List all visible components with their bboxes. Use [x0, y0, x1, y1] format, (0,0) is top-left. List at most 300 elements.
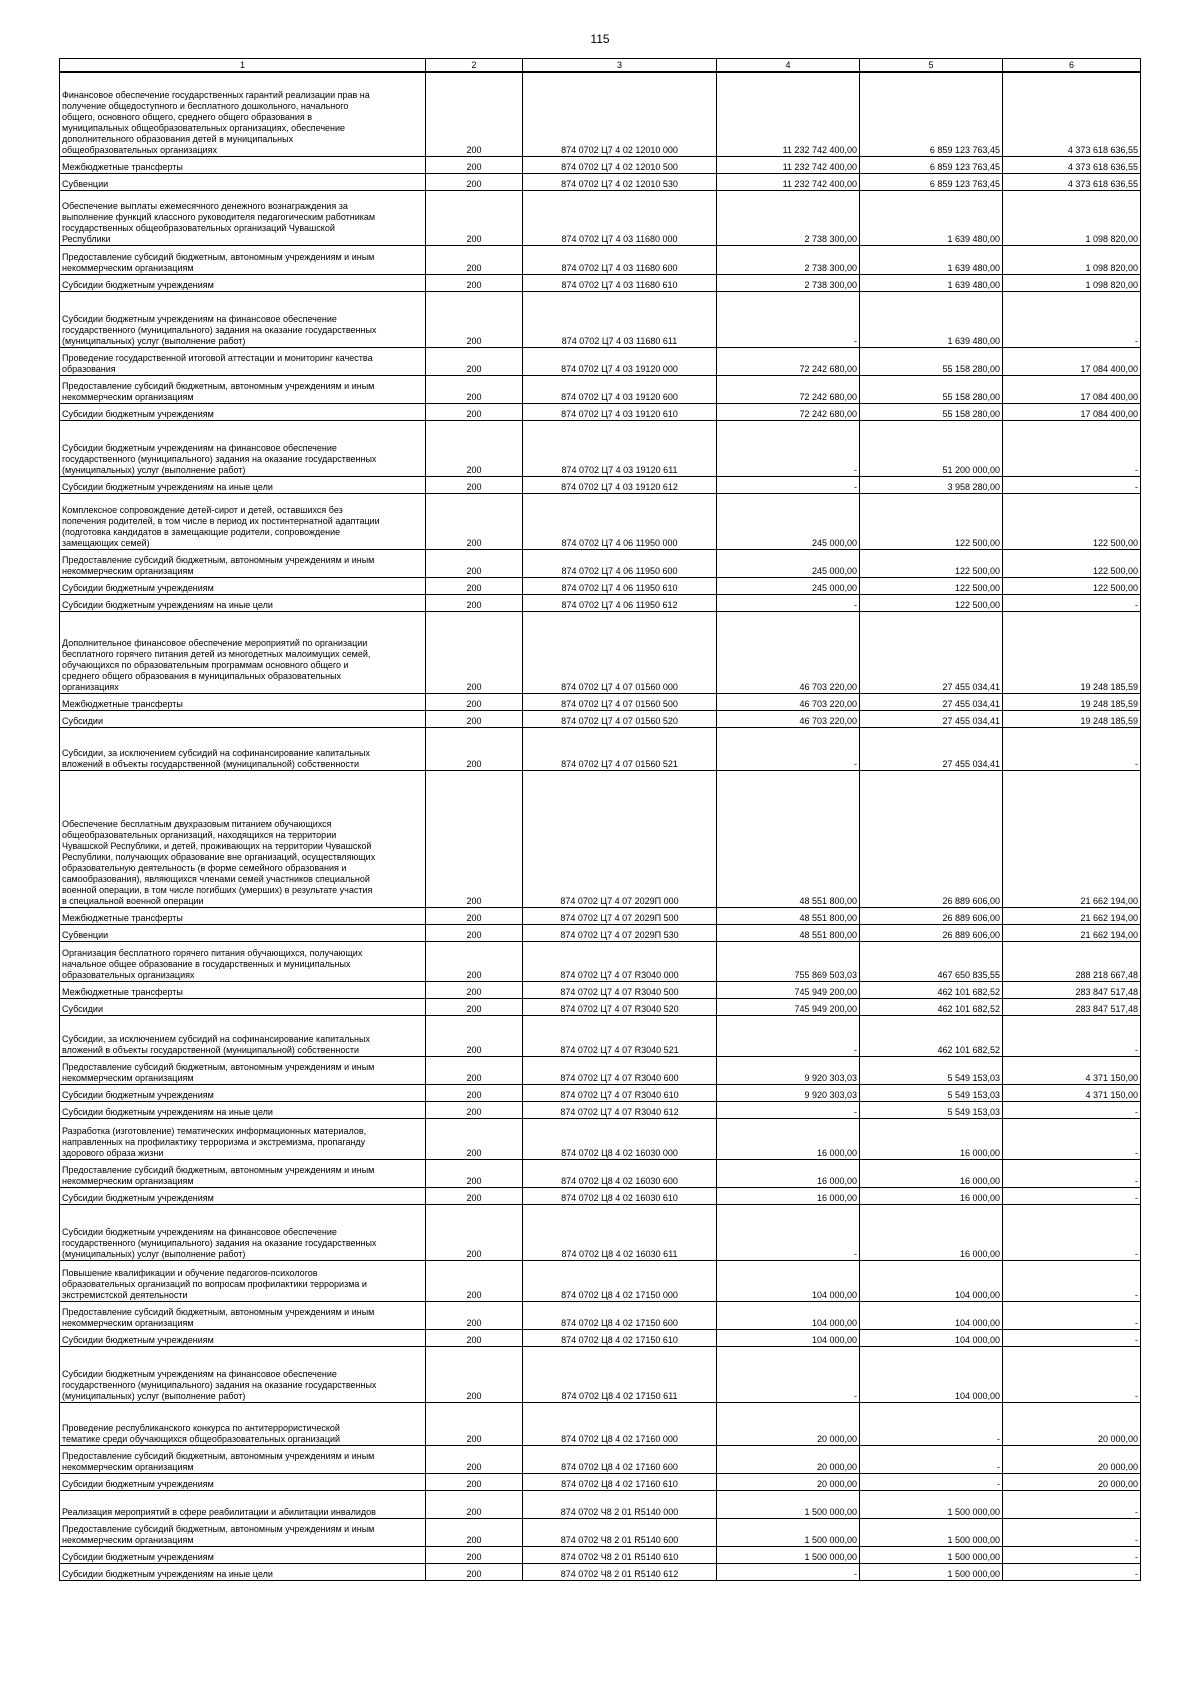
- row-amount-remaining-cell: -: [1003, 1101, 1141, 1118]
- row-name-cell: [60, 1329, 426, 1346]
- row-amount-approved-cell: -: [717, 291, 860, 347]
- column-header: 3: [523, 59, 717, 73]
- row-amount-executed-cell: 26 889 606,00: [860, 924, 1003, 941]
- row-name-cell: [60, 549, 426, 577]
- table-row: [60, 1159, 1141, 1187]
- row-amount-approved-cell: 48 551 800,00: [717, 770, 860, 907]
- row-amount-executed-cell: 122 500,00: [860, 549, 1003, 577]
- row-amount-approved-cell: -: [717, 727, 860, 770]
- row-classification-cell: 874 0702 Ц7 4 03 19120 610: [523, 403, 717, 420]
- row-name-text: Предоставление субсидий бюджетным, автономным учреждениям и иным некоммерческим организациям: [62, 1164, 375, 1186]
- table-row: [60, 1084, 1141, 1101]
- row-name-text: Субсидии бюджетным учреждениям на иные цели: [62, 1568, 273, 1579]
- row-amount-remaining-cell: 4 373 618 636,55: [1003, 156, 1141, 173]
- row-amount-approved-cell: 48 551 800,00: [717, 907, 860, 924]
- row-name-text: Предоставление субсидий бюджетным, автономным учреждениям и иным некоммерческим организациям: [62, 251, 375, 273]
- row-amount-approved-cell: 1 500 000,00: [717, 1546, 860, 1563]
- row-name-cell: [60, 291, 426, 347]
- row-amount-approved-cell: 2 738 300,00: [717, 274, 860, 291]
- row-name-text: Проведение государственной итоговой аттестации и мониторинг качества образования: [62, 352, 373, 374]
- row-amount-approved-cell: 11 232 742 400,00: [717, 156, 860, 173]
- row-amount-approved-cell: 745 949 200,00: [717, 981, 860, 998]
- row-amount-remaining-cell: 1 098 820,00: [1003, 245, 1141, 274]
- row-amount-approved-cell: -: [717, 1204, 860, 1260]
- row-amount-remaining-cell: 4 371 150,00: [1003, 1084, 1141, 1101]
- row-classification-cell: 874 0702 Ц7 4 07 R3040 600: [523, 1056, 717, 1084]
- table-row: [60, 1056, 1141, 1084]
- row-code-cell: 200: [426, 1204, 523, 1260]
- row-name-text: Организация бесплатного горячего питания обучающихся, получающих начальное общее образование в государственных и муниципальных образовательных организациях: [62, 947, 363, 980]
- table-row: [60, 1402, 1141, 1445]
- table-row: [60, 274, 1141, 291]
- row-amount-approved-cell: 11 232 742 400,00: [717, 72, 860, 156]
- row-name-text: Межбюджетные трансферты: [62, 698, 183, 709]
- row-name-cell: [60, 1490, 426, 1518]
- row-name-cell: [60, 403, 426, 420]
- row-classification-cell: 874 0702 Ц7 4 07 01560 500: [523, 693, 717, 710]
- row-classification-cell: 874 0702 Ц8 4 02 17160 600: [523, 1445, 717, 1473]
- row-amount-approved-cell: 11 232 742 400,00: [717, 173, 860, 190]
- row-name-text: Субсидии бюджетным учреждениям: [62, 1478, 214, 1489]
- row-name-text: Субвенции: [62, 929, 109, 940]
- row-name-cell: [60, 1473, 426, 1490]
- row-code-cell: 200: [426, 1518, 523, 1546]
- row-code-cell: 200: [426, 727, 523, 770]
- row-amount-remaining-cell: 122 500,00: [1003, 577, 1141, 594]
- row-classification-cell: 874 0702 Ц8 4 02 16030 600: [523, 1159, 717, 1187]
- row-amount-executed-cell: 1 639 480,00: [860, 245, 1003, 274]
- table-row: [60, 727, 1141, 770]
- column-header: 1: [60, 59, 426, 73]
- row-name-cell: [60, 156, 426, 173]
- row-name-cell: [60, 1518, 426, 1546]
- table-row: [60, 493, 1141, 549]
- row-amount-approved-cell: 245 000,00: [717, 493, 860, 549]
- row-classification-cell: 874 0702 Ц7 4 07 2029П 000: [523, 770, 717, 907]
- row-classification-cell: 874 0702 Ц8 4 02 16030 610: [523, 1187, 717, 1204]
- row-amount-executed-cell: 1 500 000,00: [860, 1546, 1003, 1563]
- row-name-cell: [60, 1301, 426, 1329]
- row-name-cell: [60, 375, 426, 403]
- row-classification-cell: 874 0702 Ц7 4 06 11950 000: [523, 493, 717, 549]
- row-amount-remaining-cell: -: [1003, 1204, 1141, 1260]
- row-amount-executed-cell: 122 500,00: [860, 577, 1003, 594]
- table-row: [60, 1187, 1141, 1204]
- row-amount-approved-cell: 745 949 200,00: [717, 998, 860, 1015]
- row-amount-remaining-cell: -: [1003, 1015, 1141, 1056]
- row-amount-approved-cell: -: [717, 1346, 860, 1402]
- row-code-cell: 200: [426, 493, 523, 549]
- row-name-cell: [60, 1118, 426, 1159]
- row-amount-remaining-cell: 122 500,00: [1003, 549, 1141, 577]
- row-name-text: Субсидии бюджетным учреждениям: [62, 1334, 214, 1345]
- row-amount-executed-cell: 26 889 606,00: [860, 907, 1003, 924]
- row-code-cell: 200: [426, 1402, 523, 1445]
- row-name-cell: [60, 72, 426, 156]
- table-row: [60, 941, 1141, 981]
- row-amount-approved-cell: 16 000,00: [717, 1187, 860, 1204]
- row-code-cell: 200: [426, 1084, 523, 1101]
- row-name-cell: [60, 274, 426, 291]
- row-name-text: Реализация мероприятий в сфере реабилитации и абилитации инвалидов: [62, 1506, 376, 1517]
- table-row: [60, 981, 1141, 998]
- row-amount-executed-cell: 16 000,00: [860, 1118, 1003, 1159]
- row-name-text: Субсидии бюджетным учреждениям: [62, 1192, 214, 1203]
- row-amount-approved-cell: 9 920 303,03: [717, 1084, 860, 1101]
- row-amount-approved-cell: -: [717, 1015, 860, 1056]
- row-name-text: Комплексное сопровождение детей-сирот и детей, оставшихся без попечения родителей, в том числе в период их постинтернатной адаптации (подготовка кандидатов в замещающие родители, сопровождение замещающих семей): [62, 504, 380, 548]
- row-code-cell: 200: [426, 924, 523, 941]
- row-classification-cell: 874 0702 Ц7 4 03 11680 600: [523, 245, 717, 274]
- row-name-cell: [60, 577, 426, 594]
- row-code-cell: 200: [426, 1546, 523, 1563]
- row-amount-executed-cell: 6 859 123 763,45: [860, 72, 1003, 156]
- row-code-cell: 200: [426, 245, 523, 274]
- row-amount-approved-cell: 72 242 680,00: [717, 347, 860, 375]
- row-amount-approved-cell: 16 000,00: [717, 1159, 860, 1187]
- row-name-cell: [60, 693, 426, 710]
- row-classification-cell: 874 0702 Ц7 4 02 12010 530: [523, 173, 717, 190]
- row-code-cell: 200: [426, 594, 523, 611]
- row-name-cell: [60, 611, 426, 693]
- row-classification-cell: 874 0702 Ц7 4 07 2029П 530: [523, 924, 717, 941]
- table-row: [60, 1346, 1141, 1402]
- row-amount-approved-cell: -: [717, 1563, 860, 1580]
- table-row: [60, 1490, 1141, 1518]
- row-amount-approved-cell: 20 000,00: [717, 1402, 860, 1445]
- row-amount-approved-cell: 72 242 680,00: [717, 403, 860, 420]
- row-code-cell: 200: [426, 693, 523, 710]
- row-amount-remaining-cell: -: [1003, 1346, 1141, 1402]
- row-classification-cell: 874 0702 Ц7 4 07 R3040 000: [523, 941, 717, 981]
- row-code-cell: 200: [426, 1490, 523, 1518]
- table-row: [60, 1260, 1141, 1301]
- row-code-cell: 200: [426, 72, 523, 156]
- row-name-cell: [60, 1260, 426, 1301]
- row-amount-approved-cell: 20 000,00: [717, 1445, 860, 1473]
- row-name-text: Обеспечение выплаты ежемесячного денежного вознаграждения за выполнение функций классного руководителя педагогическим работникам государственных общеобразовательных организаций Чувашской Республики: [62, 200, 376, 244]
- row-name-cell: [60, 1546, 426, 1563]
- row-amount-executed-cell: 55 158 280,00: [860, 375, 1003, 403]
- row-amount-executed-cell: 5 549 153,03: [860, 1056, 1003, 1084]
- row-name-cell: [60, 1015, 426, 1056]
- row-code-cell: 200: [426, 403, 523, 420]
- row-name-cell: [60, 1563, 426, 1580]
- row-name-text: Субсидии бюджетным учреждениям на иные цели: [62, 481, 273, 492]
- row-name-text: Субсидии бюджетным учреждениям на финансовое обеспечение государственного (муниципального) задания на оказание государственных (муниципальных) услуг (выполнение работ): [62, 1226, 377, 1259]
- row-code-cell: 200: [426, 156, 523, 173]
- table-row: [60, 1101, 1141, 1118]
- row-name-cell: [60, 1346, 426, 1402]
- row-classification-cell: 874 0702 Ч8 2 01 R5140 612: [523, 1563, 717, 1580]
- row-name-text: Повышение квалификации и обучение педагогов-психологов образовательных организаций по вопросам профилактики терроризма и экстремистской деятельности: [62, 1267, 367, 1300]
- row-amount-approved-cell: 46 703 220,00: [717, 710, 860, 727]
- row-name-text: Субсидии, за исключением субсидий на софинансирование капитальных вложений в объекты государственной (муниципальной) собственности: [62, 1033, 370, 1055]
- row-name-cell: [60, 727, 426, 770]
- table-row: [60, 173, 1141, 190]
- row-classification-cell: 874 0702 Ц8 4 02 17150 610: [523, 1329, 717, 1346]
- row-code-cell: 200: [426, 998, 523, 1015]
- row-amount-executed-cell: 6 859 123 763,45: [860, 156, 1003, 173]
- row-name-cell: [60, 1056, 426, 1084]
- row-name-text: Субвенции: [62, 178, 109, 189]
- row-amount-executed-cell: 5 549 153,03: [860, 1101, 1003, 1118]
- row-amount-remaining-cell: -: [1003, 1260, 1141, 1301]
- row-code-cell: 200: [426, 347, 523, 375]
- row-amount-approved-cell: 245 000,00: [717, 549, 860, 577]
- table-row: [60, 1301, 1141, 1329]
- row-name-text: Субсидии, за исключением субсидий на софинансирование капитальных вложений в объекты государственной (муниципальной) собственности: [62, 747, 370, 769]
- row-code-cell: 200: [426, 907, 523, 924]
- row-classification-cell: 874 0702 Ц7 4 06 11950 610: [523, 577, 717, 594]
- row-amount-remaining-cell: 283 847 517,48: [1003, 981, 1141, 998]
- row-classification-cell: 874 0702 Ц7 4 06 11950 600: [523, 549, 717, 577]
- row-name-text: Обеспечение бесплатным двухразовым питанием обучающихся общеобразовательных организаций, находящихся на территории Чувашской Республики, и детей, проживающих на территории Чувашской Республики, получающих образование вне организаций, осуществляющих образовательную деятельность (в форме семейного образования и самообразования), являющихся членами семей участников специальной военной операции, в том числе погибших (умерших) в результате участия в специальной военной операции: [62, 818, 376, 906]
- table-row: [60, 907, 1141, 924]
- row-code-cell: 200: [426, 1445, 523, 1473]
- table-row: [60, 1329, 1141, 1346]
- row-classification-cell: 874 0702 Ц7 4 02 12010 500: [523, 156, 717, 173]
- row-amount-remaining-cell: -: [1003, 1329, 1141, 1346]
- row-name-text: Субсидии бюджетным учреждениям: [62, 408, 214, 419]
- row-amount-remaining-cell: -: [1003, 1187, 1141, 1204]
- row-classification-cell: 874 0702 Ц7 4 03 19120 000: [523, 347, 717, 375]
- row-amount-remaining-cell: -: [1003, 727, 1141, 770]
- row-name-text: Межбюджетные трансферты: [62, 161, 183, 172]
- row-amount-approved-cell: 2 738 300,00: [717, 190, 860, 245]
- table-row: [60, 190, 1141, 245]
- row-classification-cell: 874 0702 Ц7 4 07 2029П 500: [523, 907, 717, 924]
- row-classification-cell: 874 0702 Ц7 4 07 R3040 520: [523, 998, 717, 1015]
- row-amount-executed-cell: 27 455 034,41: [860, 710, 1003, 727]
- row-amount-executed-cell: 104 000,00: [860, 1346, 1003, 1402]
- row-amount-remaining-cell: 17 084 400,00: [1003, 375, 1141, 403]
- table-row: [60, 770, 1141, 907]
- row-name-text: Предоставление субсидий бюджетным, автономным учреждениям и иным некоммерческим организациям: [62, 1450, 375, 1472]
- row-classification-cell: 874 0702 Ц8 4 02 17150 000: [523, 1260, 717, 1301]
- row-amount-approved-cell: 104 000,00: [717, 1260, 860, 1301]
- column-header-row: [60, 59, 1141, 73]
- table-row: [60, 1015, 1141, 1056]
- row-name-cell: [60, 1445, 426, 1473]
- row-name-text: Субсидии бюджетным учреждениям: [62, 1089, 214, 1100]
- row-amount-approved-cell: 46 703 220,00: [717, 693, 860, 710]
- row-name-cell: [60, 710, 426, 727]
- row-code-cell: 200: [426, 1346, 523, 1402]
- row-name-cell: [60, 1187, 426, 1204]
- table-row: [60, 1118, 1141, 1159]
- row-code-cell: 200: [426, 476, 523, 493]
- row-name-text: Проведение республиканского конкурса по антитеррористической тематике среди обучающихся общеобразовательных организаций: [62, 1422, 341, 1444]
- row-code-cell: 200: [426, 577, 523, 594]
- row-amount-executed-cell: 104 000,00: [860, 1260, 1003, 1301]
- row-amount-remaining-cell: 17 084 400,00: [1003, 403, 1141, 420]
- row-amount-approved-cell: -: [717, 1101, 860, 1118]
- row-name-text: Предоставление субсидий бюджетным, автономным учреждениям и иным некоммерческим организациям: [62, 1523, 375, 1545]
- table-row: [60, 72, 1141, 156]
- row-code-cell: 200: [426, 549, 523, 577]
- row-name-cell: [60, 941, 426, 981]
- row-name-text: Субсидии: [62, 1003, 103, 1014]
- row-amount-executed-cell: 27 455 034,41: [860, 693, 1003, 710]
- table-row: [60, 420, 1141, 476]
- row-amount-executed-cell: 1 639 480,00: [860, 274, 1003, 291]
- row-amount-approved-cell: 46 703 220,00: [717, 611, 860, 693]
- row-name-text: Субсидии бюджетным учреждениям на иные цели: [62, 1106, 273, 1117]
- row-code-cell: 200: [426, 1329, 523, 1346]
- table-row: [60, 611, 1141, 693]
- column-header: 5: [860, 59, 1003, 73]
- row-name-text: Финансовое обеспечение государственных гарантий реализации прав на получение общедоступного и бесплатного дошкольного, начального общего, основного общего, среднего общего образования в муниципальных общеобразовательных организациях, обеспечение дополнительного образования детей в муниципальных общеобразовательных организациях: [62, 89, 370, 155]
- row-name-cell: [60, 420, 426, 476]
- row-amount-approved-cell: 16 000,00: [717, 1118, 860, 1159]
- row-classification-cell: 874 0702 Ч8 2 01 R5140 000: [523, 1490, 717, 1518]
- row-name-cell: [60, 594, 426, 611]
- row-code-cell: 200: [426, 770, 523, 907]
- row-classification-cell: 874 0702 Ц7 4 03 19120 612: [523, 476, 717, 493]
- row-amount-remaining-cell: -: [1003, 1546, 1141, 1563]
- row-amount-remaining-cell: -: [1003, 1118, 1141, 1159]
- table-row: [60, 594, 1141, 611]
- row-code-cell: 200: [426, 1563, 523, 1580]
- row-amount-executed-cell: 1 500 000,00: [860, 1490, 1003, 1518]
- row-name-cell: [60, 493, 426, 549]
- row-amount-executed-cell: 1 639 480,00: [860, 291, 1003, 347]
- row-amount-executed-cell: 5 549 153,03: [860, 1084, 1003, 1101]
- row-amount-remaining-cell: 21 662 194,00: [1003, 907, 1141, 924]
- row-name-text: Субсидии бюджетным учреждениям на финансовое обеспечение государственного (муниципального) задания на оказание государственных (муниципальных) услуг (выполнение работ): [62, 1368, 377, 1401]
- row-amount-remaining-cell: 21 662 194,00: [1003, 770, 1141, 907]
- row-code-cell: 200: [426, 1118, 523, 1159]
- table-row: [60, 245, 1141, 274]
- row-name-cell: [60, 190, 426, 245]
- table-row: [60, 1563, 1141, 1580]
- row-code-cell: 200: [426, 1056, 523, 1084]
- row-amount-executed-cell: 16 000,00: [860, 1187, 1003, 1204]
- row-code-cell: 200: [426, 611, 523, 693]
- table-row: [60, 1518, 1141, 1546]
- row-amount-remaining-cell: 19 248 185,59: [1003, 693, 1141, 710]
- row-amount-executed-cell: 462 101 682,52: [860, 1015, 1003, 1056]
- table-row: [60, 1445, 1141, 1473]
- row-amount-executed-cell: 3 958 280,00: [860, 476, 1003, 493]
- table-row: [60, 693, 1141, 710]
- row-amount-executed-cell: 26 889 606,00: [860, 770, 1003, 907]
- row-amount-remaining-cell: 17 084 400,00: [1003, 347, 1141, 375]
- row-amount-remaining-cell: -: [1003, 420, 1141, 476]
- row-classification-cell: 874 0702 Ц7 4 07 R3040 500: [523, 981, 717, 998]
- row-amount-remaining-cell: -: [1003, 291, 1141, 347]
- row-classification-cell: 874 0702 Ц7 4 07 R3040 612: [523, 1101, 717, 1118]
- row-amount-executed-cell: 104 000,00: [860, 1301, 1003, 1329]
- table-row: [60, 375, 1141, 403]
- row-classification-cell: 874 0702 Ц8 4 02 17150 611: [523, 1346, 717, 1402]
- row-amount-executed-cell: 16 000,00: [860, 1159, 1003, 1187]
- row-amount-executed-cell: 1 500 000,00: [860, 1563, 1003, 1580]
- row-name-text: Дополнительное финансовое обеспечение мероприятий по организации бесплатного горячего питания детей из многодетных малоимущих семей, обучающихся по образовательным программам основного общего и среднего общего образования в муниципальных образовательных организациях: [62, 637, 371, 692]
- row-amount-remaining-cell: 283 847 517,48: [1003, 998, 1141, 1015]
- row-name-text: Субсидии бюджетным учреждениям: [62, 1551, 214, 1562]
- row-amount-remaining-cell: 19 248 185,59: [1003, 710, 1141, 727]
- table-row: [60, 347, 1141, 375]
- row-name-cell: [60, 1084, 426, 1101]
- row-amount-approved-cell: 72 242 680,00: [717, 375, 860, 403]
- row-name-text: Субсидии бюджетным учреждениям: [62, 279, 214, 290]
- table-row: [60, 476, 1141, 493]
- row-classification-cell: 874 0702 Ц7 4 03 19120 600: [523, 375, 717, 403]
- row-name-text: Предоставление субсидий бюджетным, автономным учреждениям и иным некоммерческим организациям: [62, 1306, 375, 1328]
- row-name-cell: [60, 1159, 426, 1187]
- row-classification-cell: 874 0702 Ц7 4 03 11680 611: [523, 291, 717, 347]
- row-classification-cell: 874 0702 Ц7 4 07 01560 521: [523, 727, 717, 770]
- row-amount-remaining-cell: -: [1003, 594, 1141, 611]
- row-classification-cell: 874 0702 Ц8 4 02 16030 611: [523, 1204, 717, 1260]
- table-row: [60, 1546, 1141, 1563]
- row-classification-cell: 874 0702 Ч8 2 01 R5140 600: [523, 1518, 717, 1546]
- row-amount-remaining-cell: -: [1003, 476, 1141, 493]
- row-classification-cell: 874 0702 Ц7 4 07 01560 000: [523, 611, 717, 693]
- row-name-cell: [60, 1101, 426, 1118]
- row-code-cell: 200: [426, 1301, 523, 1329]
- row-amount-executed-cell: -: [860, 1445, 1003, 1473]
- row-name-cell: [60, 476, 426, 493]
- column-header: 4: [717, 59, 860, 73]
- row-name-text: Субсидии бюджетным учреждениям на иные цели: [62, 599, 273, 610]
- row-code-cell: 200: [426, 190, 523, 245]
- row-amount-remaining-cell: -: [1003, 1159, 1141, 1187]
- row-amount-executed-cell: 27 455 034,41: [860, 611, 1003, 693]
- row-amount-remaining-cell: -: [1003, 1490, 1141, 1518]
- row-code-cell: 200: [426, 710, 523, 727]
- row-name-cell: [60, 981, 426, 998]
- table-row: [60, 291, 1141, 347]
- table-row: [60, 549, 1141, 577]
- table-row: [60, 924, 1141, 941]
- page-number: 115: [590, 32, 610, 46]
- row-amount-executed-cell: 462 101 682,52: [860, 998, 1003, 1015]
- row-amount-executed-cell: 122 500,00: [860, 493, 1003, 549]
- row-amount-approved-cell: 755 869 503,03: [717, 941, 860, 981]
- row-name-cell: [60, 173, 426, 190]
- row-code-cell: 200: [426, 1159, 523, 1187]
- row-code-cell: 200: [426, 420, 523, 476]
- row-name-cell: [60, 998, 426, 1015]
- row-classification-cell: 874 0702 Ц8 4 02 17160 000: [523, 1402, 717, 1445]
- row-name-cell: [60, 770, 426, 907]
- row-amount-executed-cell: 122 500,00: [860, 594, 1003, 611]
- row-code-cell: 200: [426, 173, 523, 190]
- row-code-cell: 200: [426, 1015, 523, 1056]
- row-classification-cell: 874 0702 Ц8 4 02 16030 000: [523, 1118, 717, 1159]
- row-name-text: Субсидии бюджетным учреждениям на финансовое обеспечение государственного (муниципального) задания на оказание государственных (муниципальных) услуг (выполнение работ): [62, 313, 377, 346]
- row-name-text: Субсидии бюджетным учреждениям: [62, 582, 214, 593]
- row-amount-executed-cell: 55 158 280,00: [860, 403, 1003, 420]
- row-amount-approved-cell: 1 500 000,00: [717, 1490, 860, 1518]
- row-name-cell: [60, 924, 426, 941]
- row-code-cell: 200: [426, 375, 523, 403]
- row-code-cell: 200: [426, 981, 523, 998]
- row-amount-executed-cell: 51 200 000,00: [860, 420, 1003, 476]
- row-amount-executed-cell: 16 000,00: [860, 1204, 1003, 1260]
- row-amount-remaining-cell: 122 500,00: [1003, 493, 1141, 549]
- row-amount-executed-cell: 6 859 123 763,45: [860, 173, 1003, 190]
- row-code-cell: 200: [426, 291, 523, 347]
- row-amount-approved-cell: -: [717, 594, 860, 611]
- row-classification-cell: 874 0702 Ц8 4 02 17160 610: [523, 1473, 717, 1490]
- row-code-cell: 200: [426, 1260, 523, 1301]
- row-amount-approved-cell: 48 551 800,00: [717, 924, 860, 941]
- table-row: [60, 1204, 1141, 1260]
